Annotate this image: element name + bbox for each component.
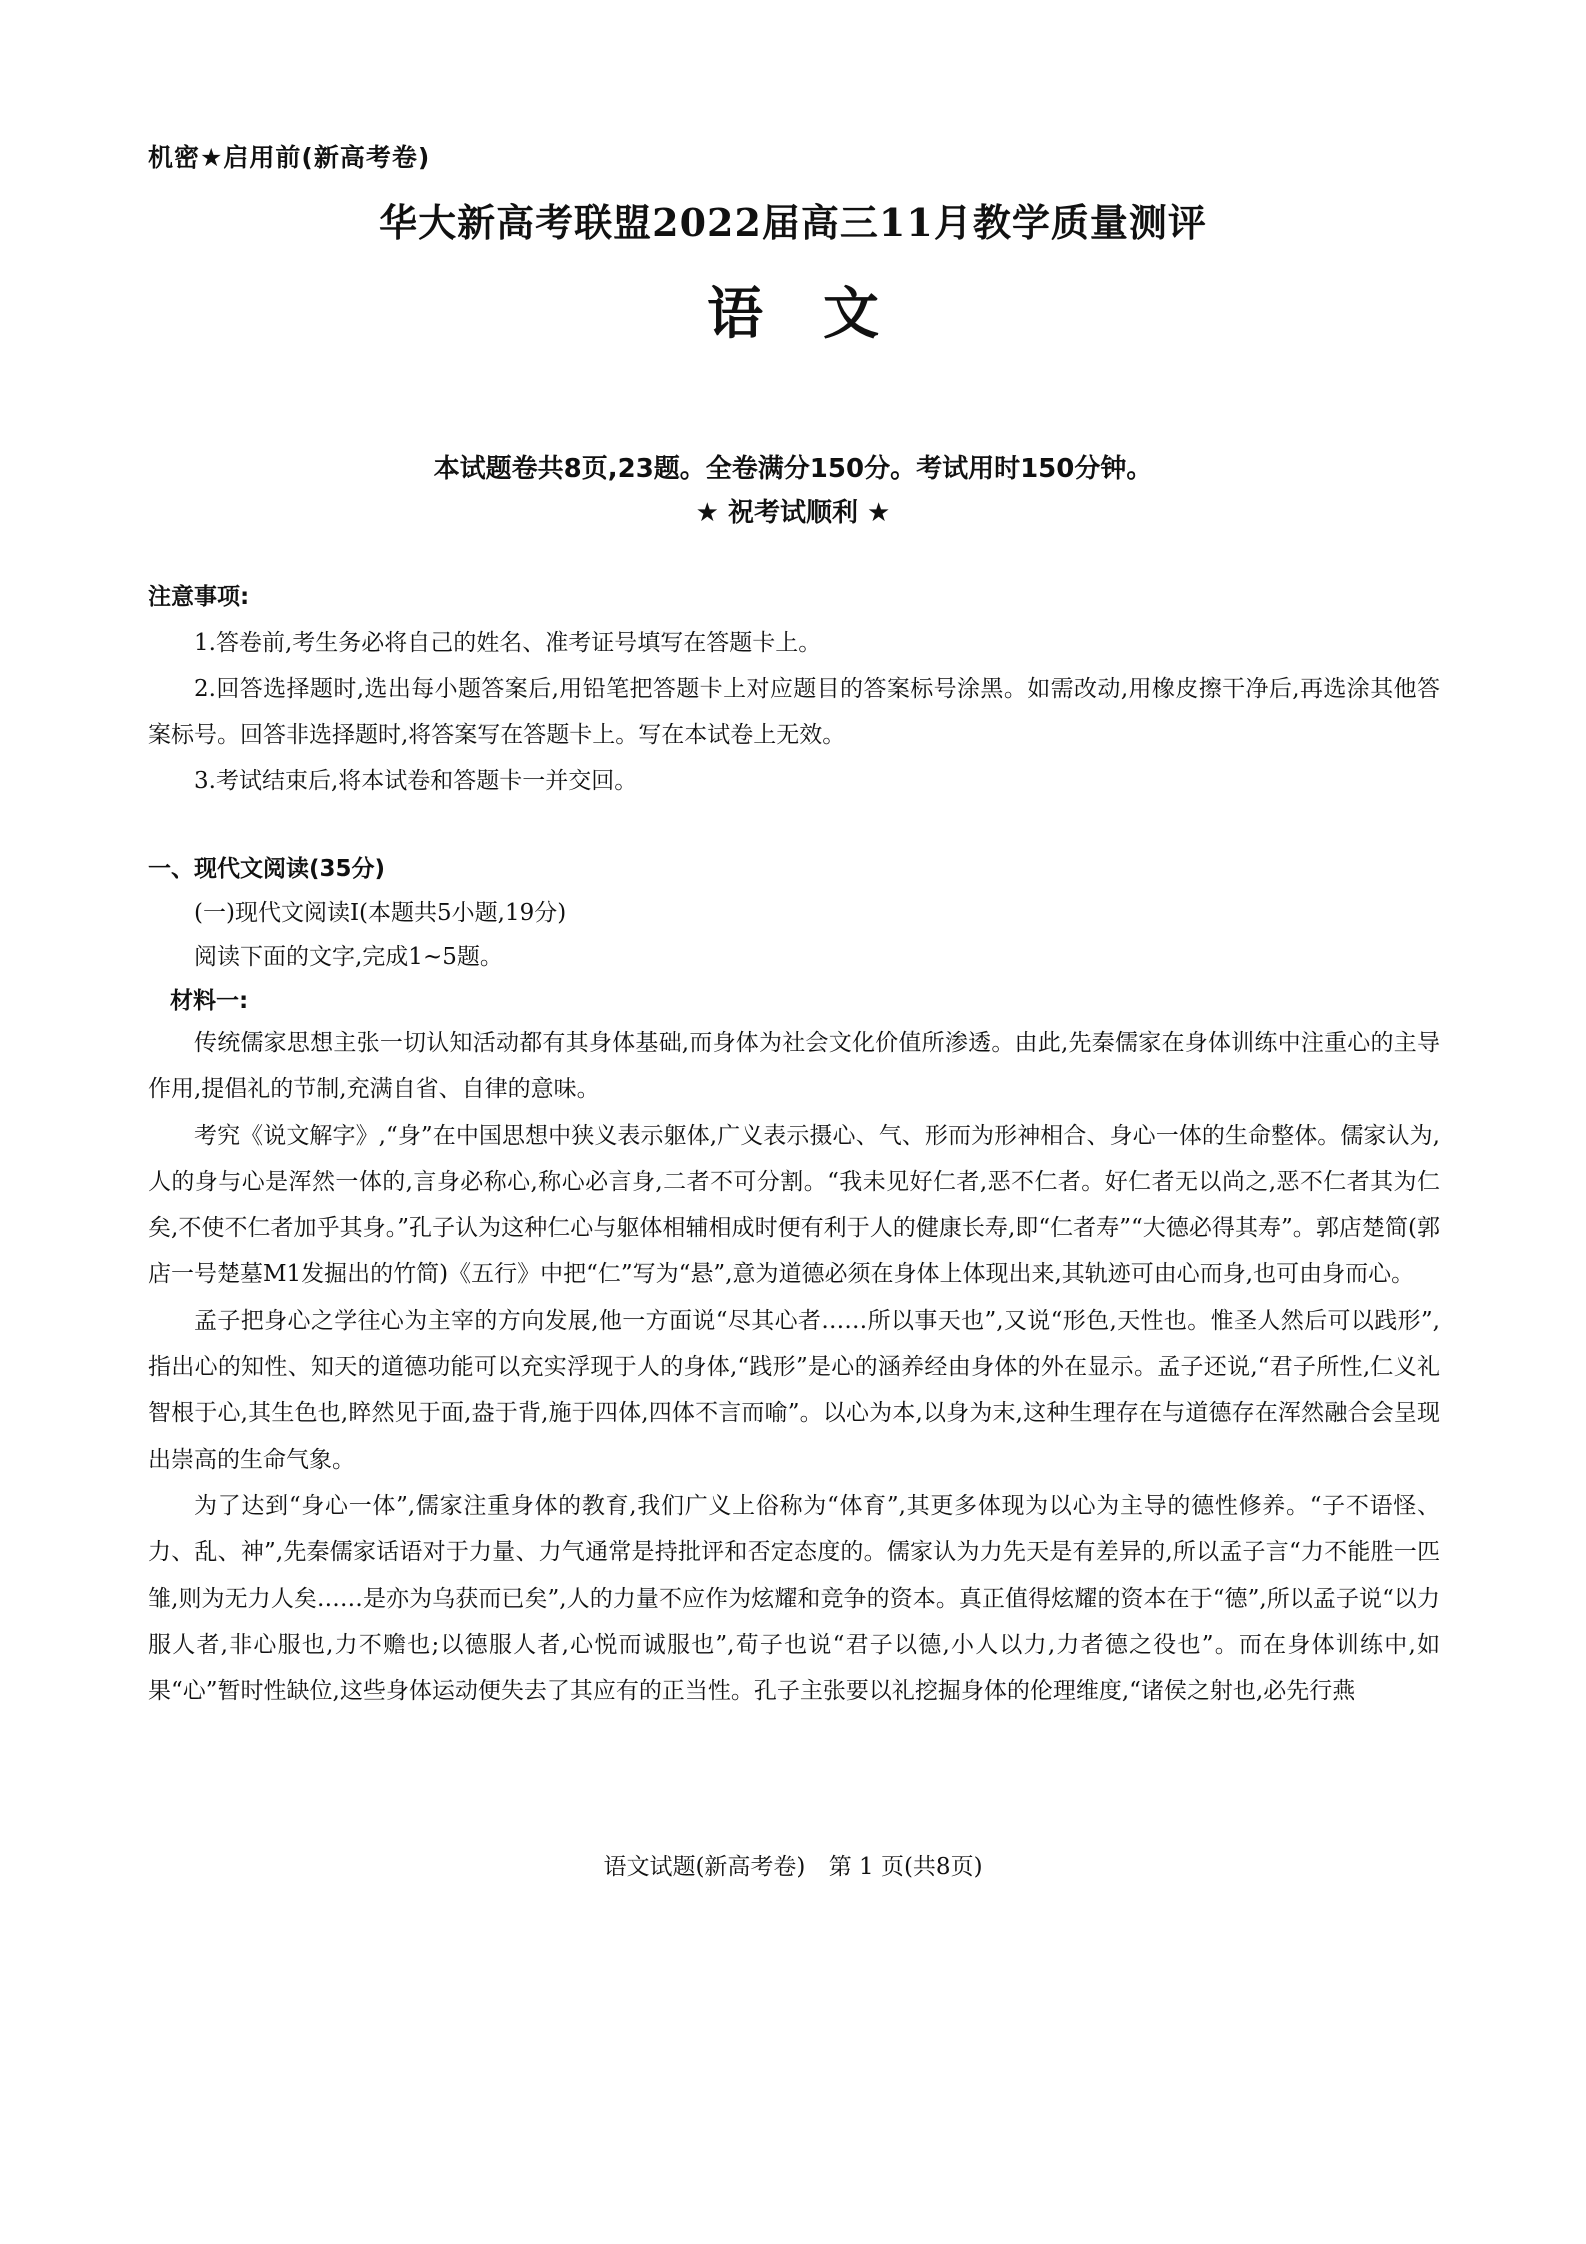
section-heading: 一、现代文阅读(35分) xyxy=(148,856,386,882)
notice-item: 2.回答选择题时,选出每小题答案后,用铅笔把答题卡上对应题目的答案标号涂黑。如需改动,用橡皮擦干净后,再选涂其他答案标号。回答非选择题时,将答案写在答题卡上。写在本试卷上无效。 xyxy=(148,676,1440,748)
notice-item: 1.答卷前,考生务必将自己的姓名、准考证号填写在答题卡上。 xyxy=(194,630,822,656)
footer-subject-label: 语文试题(新高考卷) xyxy=(603,1854,806,1880)
subject-title: 语文 xyxy=(707,282,939,347)
good-luck-line: ★ 祝考试顺利 ★ xyxy=(695,498,891,528)
footer-page-number: 第 1 页(共8页) xyxy=(828,1854,983,1880)
material-label: 材料一: xyxy=(170,988,249,1014)
page-footer xyxy=(0,1848,1586,1881)
notice-item: 3.考试结束后,将本试卷和答题卡一并交回。 xyxy=(194,768,638,794)
exam-title: 华大新高考联盟2022届高三11月教学质量测评 xyxy=(379,200,1207,245)
notice-heading: 注意事项: xyxy=(148,584,250,610)
sub-section-heading: (一)现代文阅读Ⅰ(本题共5小题,19分) xyxy=(194,900,567,926)
passage-paragraph: 为了达到“身心一体”,儒家注重身体的教育,我们广义上俗称为“体育”,其更多体现为以心为主导的德性修养。“子不语怪、力、乱、神”,先秦儒家话语对于力量、力气通常是持批评和否定态度的。儒家认为力先天是有差异的,所以孟子言“力不能胜一匹雏,则为无力人矣……是亦为乌获而已矣”,人的力量不应作为炫耀和竞争的资本。真正值得炫耀的资本在于“德”,所以孟子说“以力服人者,非心服也,力不赡也;以德服人者,心悦而诚服也”,荀子也说“君子以德,小人以力,力者德之役也”。而在身体训练中,如果“心”暂时性缺位,这些身体运动便失去了其应有的正当性。孔子主张要以礼挖掘身体的伦理维度,“诸侯之射也,必先行燕 xyxy=(148,1492,1440,1705)
passage-paragraph: 考究《说文解字》,“身”在中国思想中狭义表示躯体,广义表示摄心、气、形而为形神相合、身心一体的生命整体。儒家认为,人的身与心是浑然一体的,言身必称心,称心必言身,二者不可分割。“我未见好仁者,恶不仁者。好仁者无以尚之,恶不仁者其为仁矣,不使不仁者加乎其身。”孔子认为这种仁心与躯体相辅相成时便有利于人的健康长寿,即“仁者寿”“大德必得其寿”。郭店楚简(郭店一号楚墓M1发掘出的竹简)《五行》中把“仁”写为“悬”,意为道德必须在身体上体现出来,其轨迹可由心而身,也可由身而心。 xyxy=(148,1122,1440,1288)
reading-passage xyxy=(148,1020,1440,1714)
exam-info: 本试题卷共8页,23题。全卷满分150分。考试用时150分钟。 xyxy=(433,454,1153,484)
reading-instruction: 阅读下面的文字,完成1~5题。 xyxy=(194,944,503,970)
confidential-label: 机密★启用前(新高考卷) xyxy=(148,143,431,172)
passage-paragraph: 孟子把身心之学往心为主宰的方向发展,他一方面说“尽其心者……所以事天也”,又说“形色,天性也。惟圣人然后可以践形”,指出心的知性、知天的道德功能可以充实浮现于人的身体,“践形”是心的涵养经由身体的外在显示。孟子还说,“君子所性,仁义礼智根于心,其生色也,睟然见于面,盎于背,施于四体,四体不言而喻”。以心为本,以身为末,这种生理存在与道德存在浑然融合会呈现出崇高的生命气象。 xyxy=(148,1307,1440,1473)
notice-list xyxy=(148,620,1440,804)
passage-paragraph: 传统儒家思想主张一切认知活动都有其身体基础,而身体为社会文化价值所渗透。由此,先秦儒家在身体训练中注重心的主导作用,提倡礼的节制,充满自省、自律的意味。 xyxy=(148,1030,1440,1103)
